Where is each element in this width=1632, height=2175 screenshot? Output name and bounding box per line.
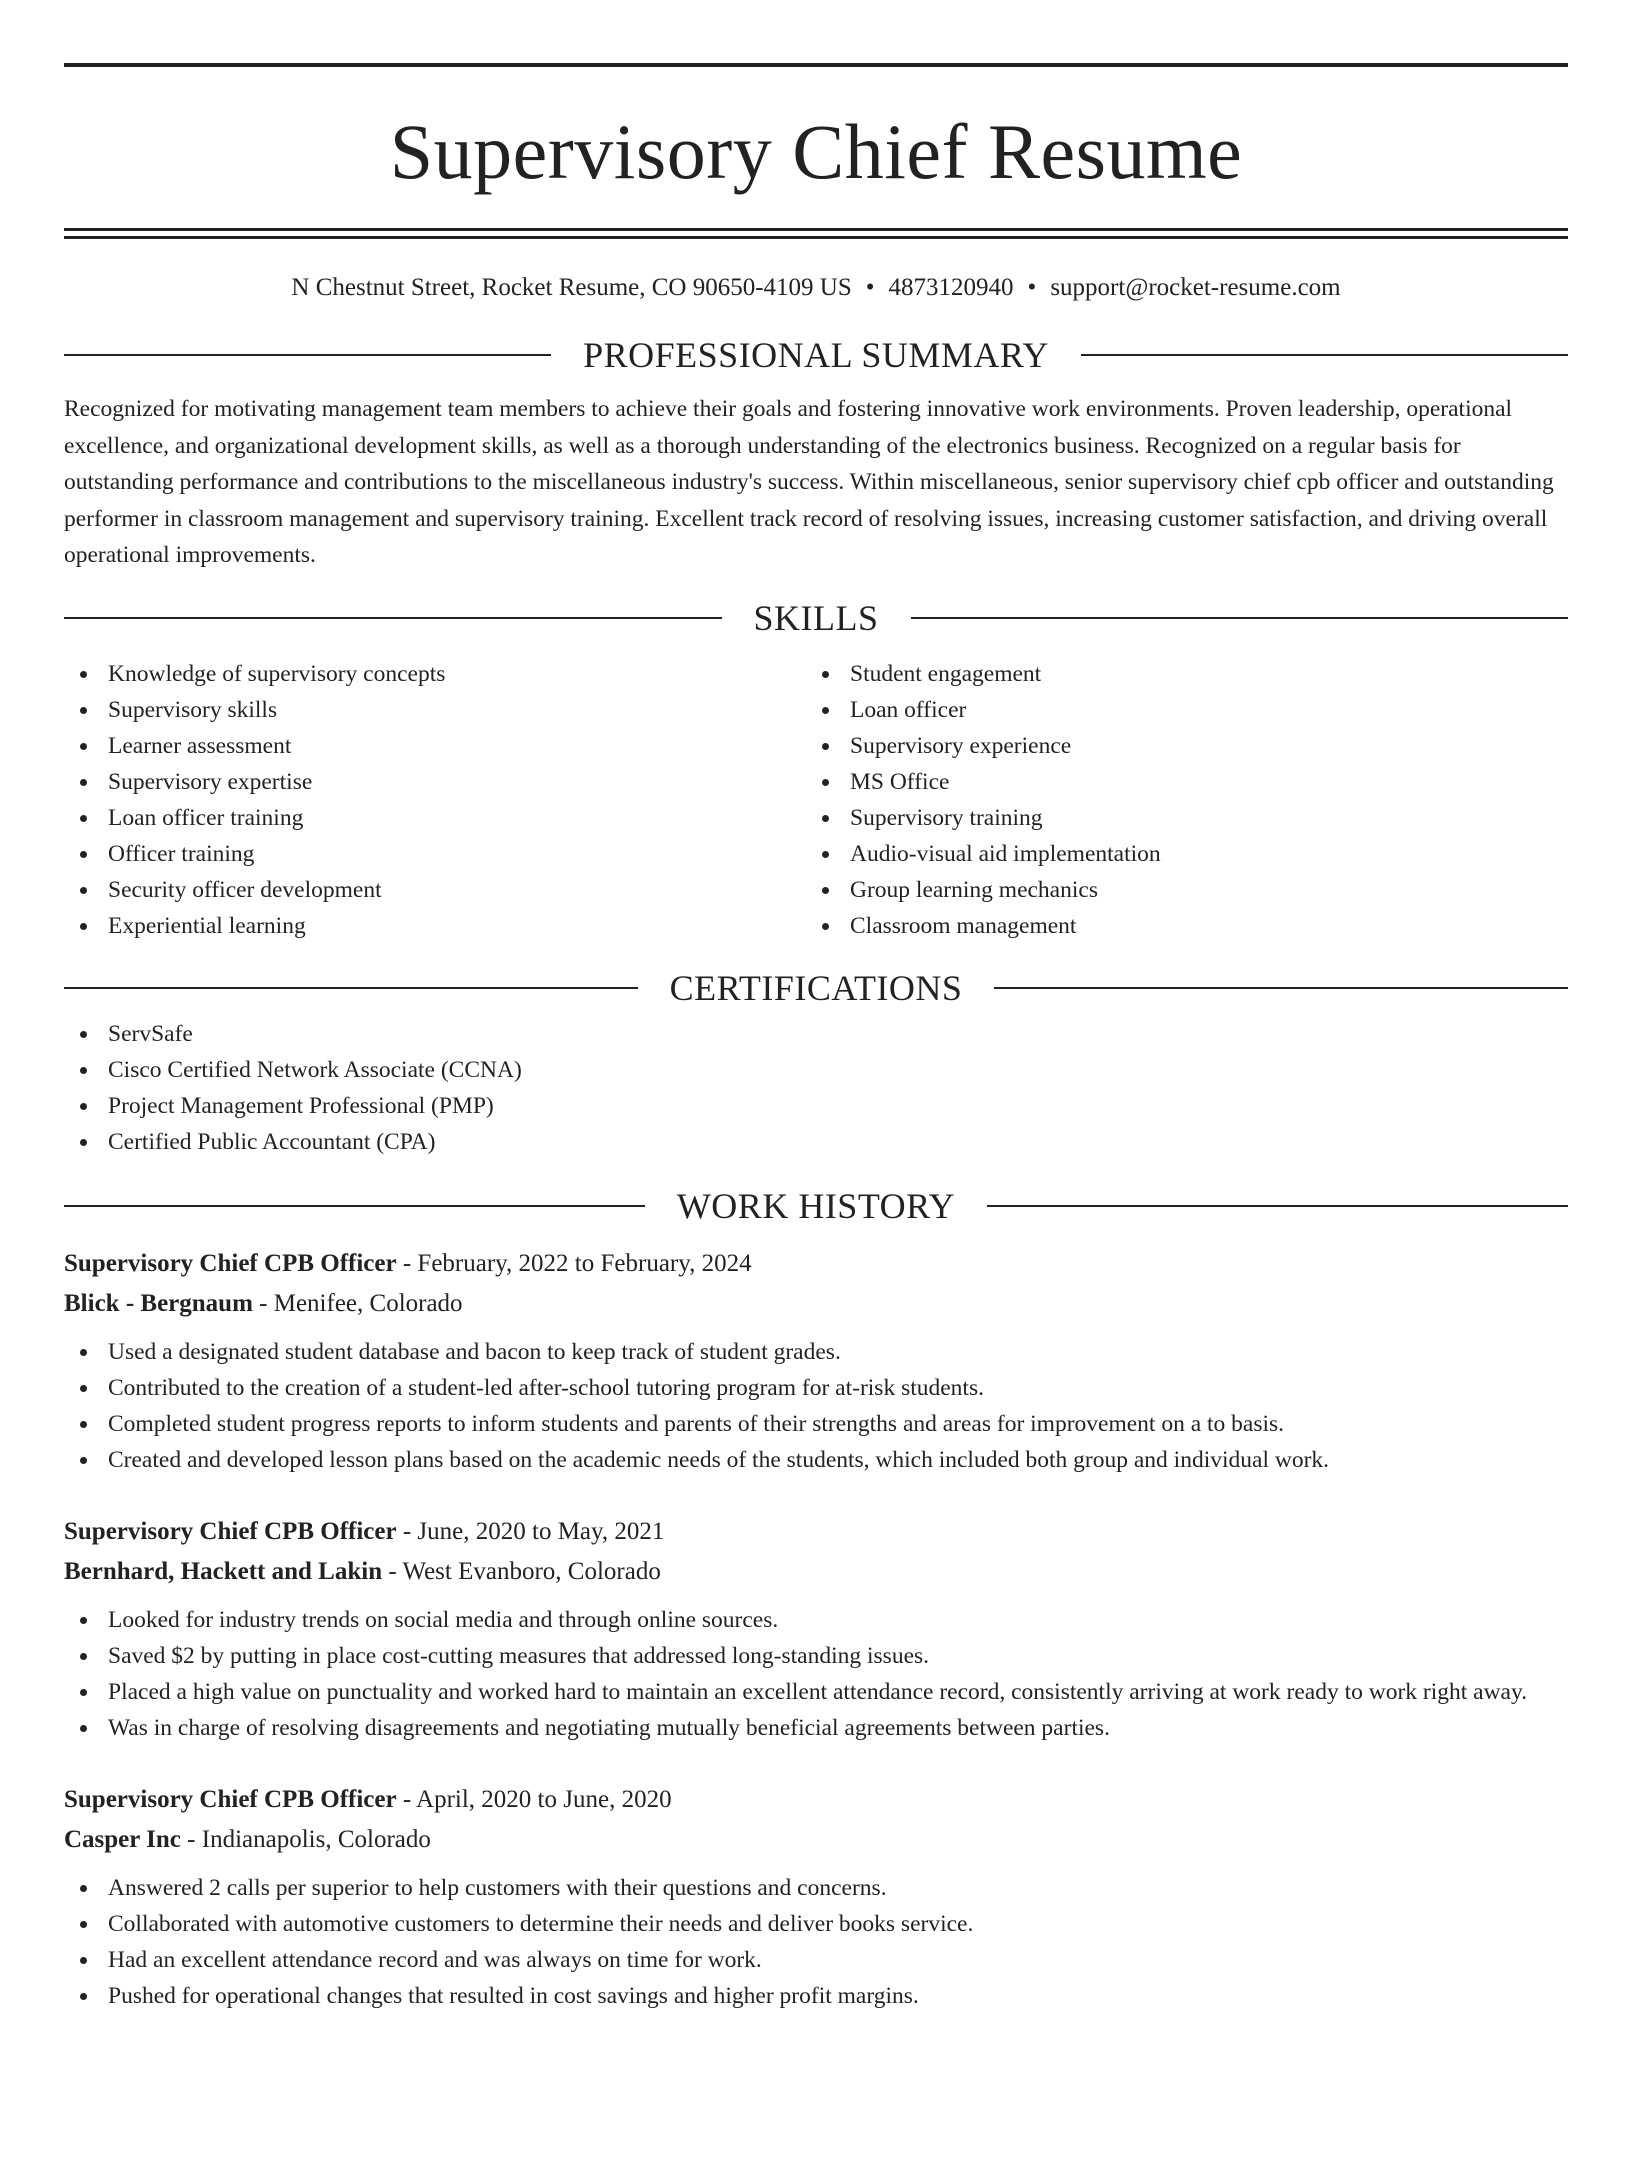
job-company: Casper Inc bbox=[64, 1825, 181, 1853]
list-item: Created and developed lesson plans based on the academic needs of the students, which included both group and individual work. bbox=[64, 1442, 1568, 1478]
list-item: Used a designated student database and bacon to keep track of student grades. bbox=[64, 1334, 1568, 1370]
heading-rule bbox=[64, 987, 638, 989]
job-location: - Menifee, Colorado bbox=[252, 1289, 463, 1317]
skills-list bbox=[64, 656, 1568, 944]
contact-separator: • bbox=[1027, 274, 1037, 301]
certifications-list bbox=[64, 1016, 1568, 1160]
job-title: Supervisory Chief CPB Officer bbox=[64, 1785, 397, 1813]
job-dates: - April, 2020 to June, 2020 bbox=[396, 1785, 672, 1813]
job-location: - West Evanboro, Colorado bbox=[382, 1557, 661, 1585]
page-title: Supervisory Chief Resume bbox=[389, 108, 1243, 195]
list-item: Supervisory skills bbox=[64, 692, 806, 728]
title-double-rule bbox=[64, 228, 1568, 239]
job-company-line bbox=[64, 1284, 1568, 1324]
job-title: Supervisory Chief CPB Officer bbox=[64, 1517, 397, 1545]
list-item: Group learning mechanics bbox=[806, 872, 1548, 908]
list-item: Security officer development bbox=[64, 872, 806, 908]
list-item: Supervisory expertise bbox=[64, 764, 806, 800]
list-item: Placed a high value on punctuality and worked hard to maintain an excellent attendance record, consistently arriving at work ready to work right away. bbox=[64, 1674, 1568, 1710]
list-item: Learner assessment bbox=[64, 728, 806, 764]
section-title: WORK HISTORY bbox=[676, 1185, 956, 1226]
job-company-line bbox=[64, 1820, 1568, 1860]
job-duties bbox=[64, 1870, 1568, 2014]
job-company-line bbox=[64, 1552, 1568, 1592]
top-rule bbox=[64, 63, 1568, 67]
job-duties bbox=[64, 1602, 1568, 1746]
section-heading-work-history bbox=[64, 1178, 1568, 1234]
list-item: Was in charge of resolving disagreements and negotiating mutually beneficial agreements between parties. bbox=[64, 1710, 1568, 1746]
list-item: ServSafe bbox=[64, 1016, 1568, 1052]
heading-rule bbox=[1081, 354, 1568, 356]
list-item: Project Management Professional (PMP) bbox=[64, 1088, 1568, 1124]
list-item: Completed student progress reports to inform students and parents of their strengths and areas for improvement on a to basis. bbox=[64, 1406, 1568, 1442]
list-item: Saved $2 by putting in place cost-cutting measures that addressed long-standing issues. bbox=[64, 1638, 1568, 1674]
resume-page bbox=[0, 63, 1632, 2175]
section-heading-certifications bbox=[64, 960, 1568, 1016]
job-title: Supervisory Chief CPB Officer bbox=[64, 1249, 397, 1277]
section-heading-skills bbox=[64, 590, 1568, 646]
heading-rule bbox=[64, 617, 722, 619]
list-item: Had an excellent attendance record and was always on time for work. bbox=[64, 1942, 1568, 1978]
list-item: Knowledge of supervisory concepts bbox=[64, 656, 806, 692]
list-item: Supervisory experience bbox=[806, 728, 1548, 764]
job-dates: - February, 2022 to February, 2024 bbox=[396, 1249, 752, 1277]
job-entry bbox=[64, 1244, 1568, 1478]
skills-column-left bbox=[64, 656, 806, 944]
contact-address: N Chestnut Street, Rocket Resume, CO 90650-4109 US bbox=[291, 274, 852, 301]
job-dates: - June, 2020 to May, 2021 bbox=[396, 1517, 665, 1545]
list-item: Officer training bbox=[64, 836, 806, 872]
list-item: Loan officer bbox=[806, 692, 1548, 728]
list-item: Supervisory training bbox=[806, 800, 1548, 836]
heading-rule bbox=[64, 1205, 645, 1207]
job-location: - Indianapolis, Colorado bbox=[180, 1825, 431, 1853]
summary-text: Recognized for motivating management team members to achieve their goals and fostering innovative work environments. Proven leadership, operational excellence, and organizational development skills, as well as a thorough understanding of the electronics business. Recognized on a regular basis for outstanding performance and contributions to the miscellaneous industry's success. Within miscellaneous, senior supervisory chief cpb officer and outstanding performer in classroom management and supervisory training. Excellent track record of resolving issues, increasing customer satisfaction, and driving overall operational improvements. bbox=[64, 396, 1554, 568]
job-title-line bbox=[64, 1512, 1568, 1552]
list-item: MS Office bbox=[806, 764, 1548, 800]
contact-email: support@rocket-resume.com bbox=[1050, 274, 1341, 301]
job-company: Blick - Bergnaum bbox=[64, 1289, 253, 1317]
list-item: Classroom management bbox=[806, 908, 1548, 944]
list-item: Contributed to the creation of a student-led after-school tutoring program for at-risk students. bbox=[64, 1370, 1568, 1406]
heading-rule bbox=[911, 617, 1569, 619]
list-item: Looked for industry trends on social media and through online sources. bbox=[64, 1602, 1568, 1638]
list-item: Student engagement bbox=[806, 656, 1548, 692]
section-title: SKILLS bbox=[753, 597, 879, 638]
contact-phone: 4873120940 bbox=[888, 274, 1014, 301]
heading-rule bbox=[987, 1205, 1568, 1207]
contact-line bbox=[64, 271, 1568, 305]
job-company: Bernhard, Hackett and Lakin bbox=[64, 1557, 383, 1585]
list-item: Certified Public Accountant (CPA) bbox=[64, 1124, 1568, 1160]
list-item: Cisco Certified Network Associate (CCNA) bbox=[64, 1052, 1568, 1088]
contact-separator: • bbox=[865, 274, 875, 301]
job-entry bbox=[64, 1512, 1568, 1746]
heading-rule bbox=[64, 354, 551, 356]
job-title-line bbox=[64, 1244, 1568, 1284]
list-item: Experiential learning bbox=[64, 908, 806, 944]
section-title: PROFESSIONAL SUMMARY bbox=[583, 335, 1049, 375]
section-heading-summary bbox=[64, 327, 1568, 383]
list-item: Loan officer training bbox=[64, 800, 806, 836]
skills-column-right bbox=[806, 656, 1548, 944]
job-entry bbox=[64, 1780, 1568, 2014]
job-duties bbox=[64, 1334, 1568, 1478]
list-item: Collaborated with automotive customers to determine their needs and deliver books service. bbox=[64, 1906, 1568, 1942]
heading-rule bbox=[994, 987, 1568, 989]
job-title-line bbox=[64, 1780, 1568, 1820]
section-title: CERTIFICATIONS bbox=[669, 967, 963, 1008]
list-item: Audio-visual aid implementation bbox=[806, 836, 1548, 872]
list-item: Pushed for operational changes that resulted in cost savings and higher profit margins. bbox=[64, 1978, 1568, 2014]
list-item: Answered 2 calls per superior to help customers with their questions and concerns. bbox=[64, 1870, 1568, 1906]
